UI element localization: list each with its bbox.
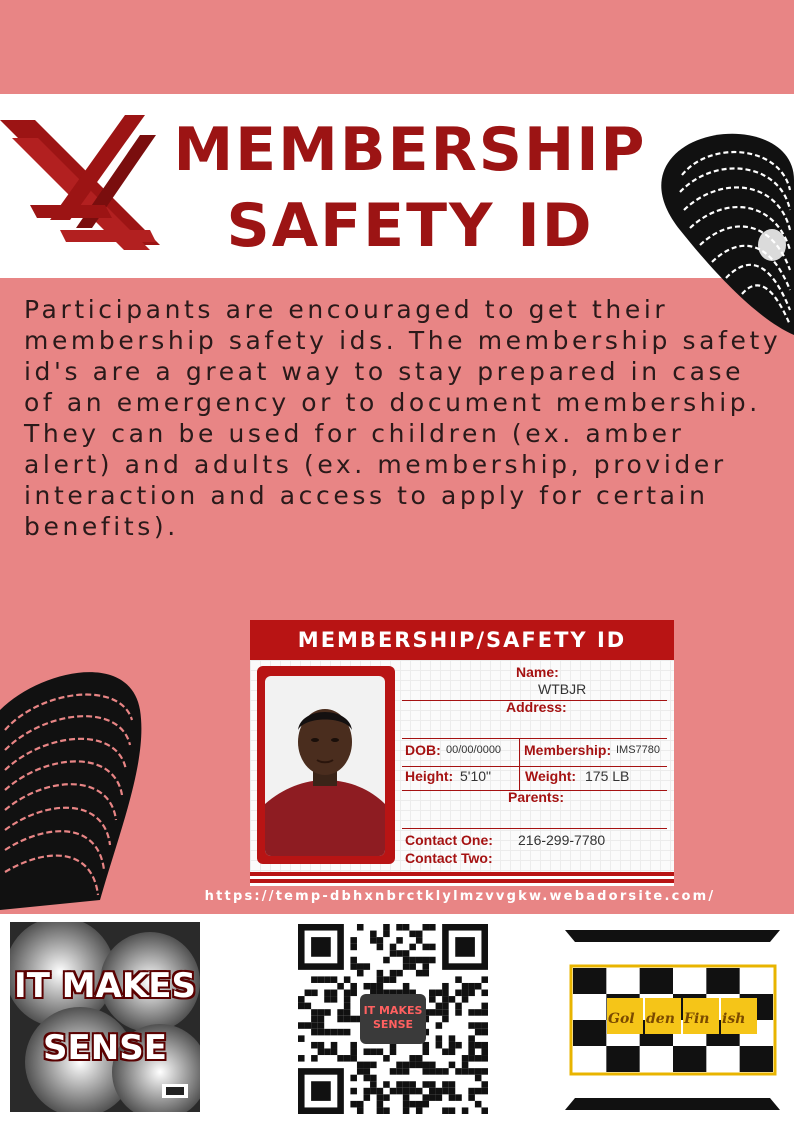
golden-finish-wordmark	[608, 1011, 760, 1027]
fingerprint-icon	[0, 650, 145, 910]
qr-logo-line-2: SENSE	[372, 1018, 414, 1031]
contact-one-label: Contact One:	[405, 832, 493, 848]
wordmark-part: ish	[722, 1011, 746, 1027]
membership-value: IMS7780	[616, 744, 661, 756]
wordmark-part: den	[646, 1011, 675, 1027]
qr-center-logo	[360, 994, 426, 1044]
weight-label: Weight:	[525, 768, 577, 784]
top-color-band	[0, 0, 794, 94]
title-line-2: SAFETY ID	[226, 191, 594, 261]
name-label: Name:	[516, 664, 559, 680]
height-value: 5'10"	[460, 768, 492, 784]
dob-label: DOB:	[405, 742, 441, 758]
title-line-1: MEMBERSHIP	[173, 115, 647, 185]
divider-line	[402, 738, 667, 739]
divider-line	[402, 828, 667, 829]
member-photo	[265, 676, 385, 856]
membership-label: Membership:	[524, 742, 612, 758]
wordmark-part: Gol	[608, 1011, 635, 1027]
it-makes-sense-logo	[10, 922, 200, 1112]
card-footer-stripe	[250, 879, 674, 883]
divider-line	[519, 738, 520, 790]
logo-text-line-2: SENSE	[43, 1028, 167, 1068]
card-footer-stripe	[250, 872, 674, 876]
website-url[interactable]: https://temp-dbhxnbrctklylmzvvgkw.webadorsite.com/	[204, 889, 716, 904]
weight-value: 175 LB	[585, 768, 630, 784]
cloud-background-icon	[10, 922, 200, 1112]
membership-id-card	[250, 620, 674, 886]
height-label: Height:	[405, 768, 454, 784]
divider-line	[402, 766, 667, 767]
parents-label: Parents:	[508, 789, 565, 805]
card-header: MEMBERSHIP/SAFETY ID	[250, 620, 674, 660]
logo-text-line-1: IT MAKES	[14, 966, 196, 1006]
name-value: WTBJR	[538, 681, 587, 697]
page-title	[150, 112, 670, 264]
wordmark-part: Fin	[684, 1011, 710, 1027]
dob-value: 00/00/0000	[446, 744, 502, 756]
contact-one-value: 216-299-7780	[518, 832, 606, 848]
contact-two-label: Contact Two:	[405, 850, 493, 866]
qr-logo-line-1: IT MAKES	[363, 1004, 423, 1017]
crossed-stripes-icon	[0, 110, 165, 260]
intro-paragraph: Participants are encouraged to get their membership safety ids. The membership safety id's are a great way to stay prepared in case of an emergency or to document membership. They can be used for children (ex. amber alert) and adults (ex. membership, provider interaction and access to apply for certain benefits).	[24, 295, 782, 541]
address-label: Address:	[506, 699, 567, 715]
